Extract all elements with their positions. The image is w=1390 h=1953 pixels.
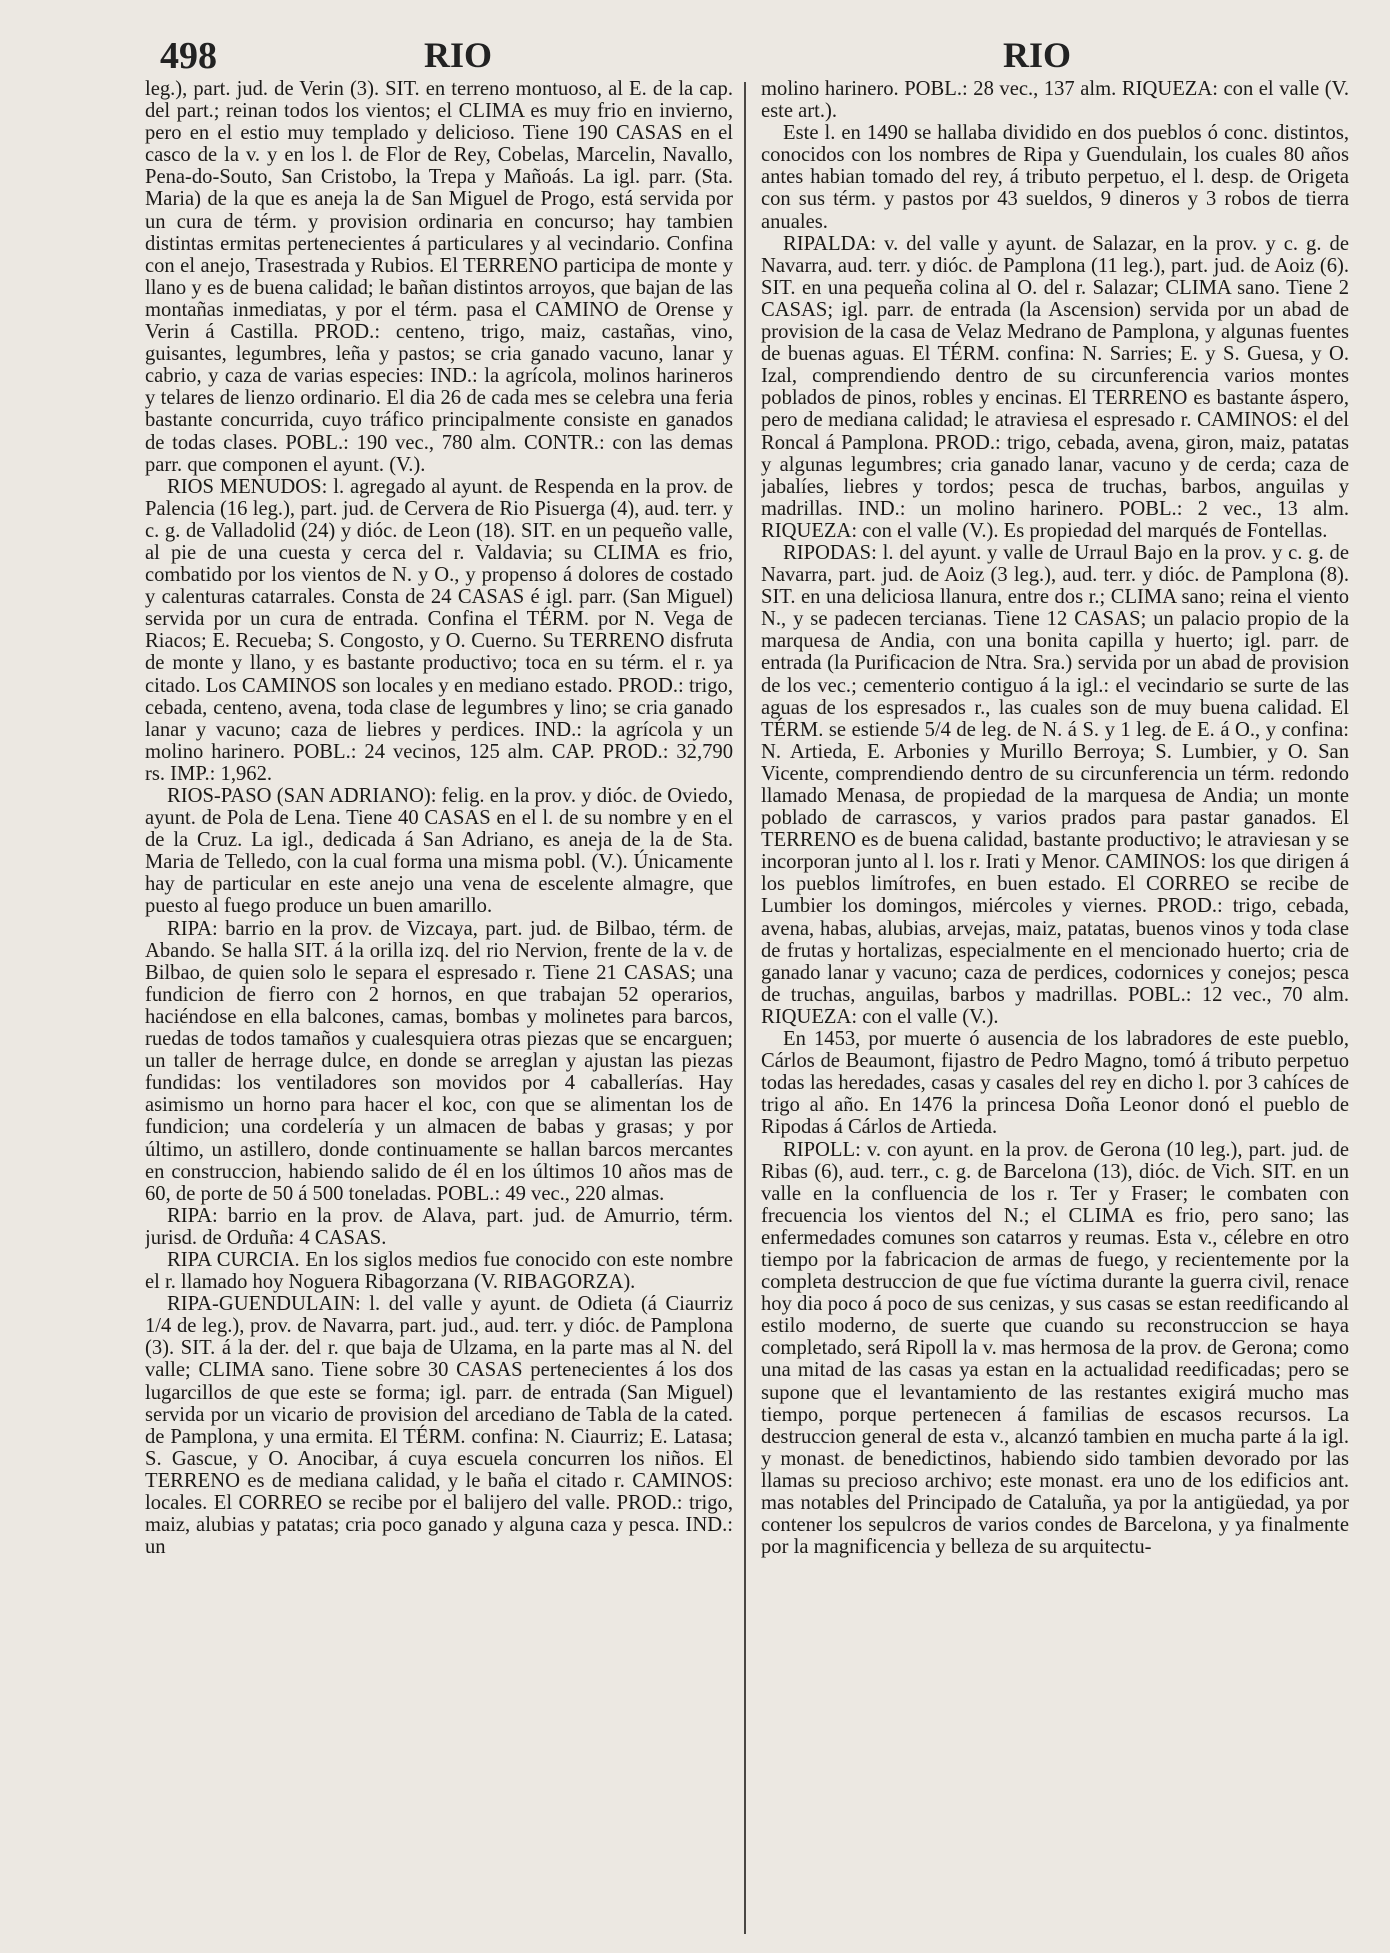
- entry-ripoll: RIPOLL: v. con ayunt. en la prov. de Gerona (10 leg.), part. jud. de Ribas (6), aud. terr., c. g. de Barcelona (13), dióc. de Vich. SIT. en un valle en la confluencia de los r. Ter y Fraser; le combaten con frecuencia los vientos del N.; el CLIMA es frio, pero sano; las enfermedades comunes son catarros y reumas. Esta v., célebre en otro tiempo por la fabricacion de armas de fuego, y recientemente por la completa destruccion de que fue víctima durante la guerra civil, renace hoy dia poco á poco de sus cenizas, y sus casas se estan reedificando al estilo moderno, de suerte que cuando su reconstruccion se haya completado, será Ripoll la v. mas hermosa de la prov. de Gerona; como una mitad de las casas ya estan en la actualidad reedificadas; pero se supone que el levantamiento de las restantes exigirá mucho mas tiempo, porque pertenecen á familias de escasos recursos. La destruccion general de esta v., alcanzó tambien en mucha parte á la igl. y monast. de benedictinos, habiendo sido tambien devorado por las llamas su precioso archivo; este monast. era uno de los edificios ant. mas notables del Principado de Cataluña, ya por la antigüedad, ya por contener los sepulcros de varios condes de Barcelona, y ya finalmente por la magnificencia y belleza de su arquitectu-: [761, 1138, 1349, 1559]
- entry-continuation: leg.), part. jud. de Verin (3). SIT. en terreno montuoso, al E. de la cap. del part.; reinan todos los vientos; el CLIMA es muy frio en invierno, pero en el estio muy templado y delicioso. Tiene 190 CASAS en el casco de la v. y en los l. de Flor de Rey, Cobelas, Marcelin, Navallo, Pena-do-Souto, San Cristobo, la Trepa y Mañoás. La igl. parr. (Sta. Maria) de la que es aneja la de San Miguel de Progo, está servida por un cura de térm. y provision ordinaria en concurso; hay tambien distintas ermitas pertenecientes á particulares y al vecindario. Confina con el anejo, Trasestrada y Rubios. El TERRENO participa de monte y llano y es de buena calidad; le bañan distintos arroyos, que bajan de las montañas inmediatas, y por el térm. pasa el CAMINO de Orense y Verin á Castilla. PROD.: centeno, trigo, maiz, castañas, vino, guisantes, legumbres, leña y pastos; se cria ganado vacuno, lanar y cabrio, y caza de varias especies: IND.: la agrícola, molinos harineros y telares de lienzo ordinario. El dia 26 de cada mes se celebra una feria bastante concurrida, cuyo tráfico principalmente consiste en ganados de todas clases. POBL.: 190 vec., 780 alm. CONTR.: con las demas parr. que componen el ayunt. (V.).: [145, 78, 733, 476]
- entry-ripa-guendulain: RIPA-GUENDULAIN: l. del valle y ayunt. de Odieta (á Ciaurriz 1/4 de leg.), prov. de Navarra, part. jud., aud. terr. y dióc. de Pamplona (3). SIT. á la der. del r. que baja de Ulzama, en la parte mas al N. del valle; CLIMA sano. Tiene sobre 30 CASAS pertenecientes á los dos lugarcillos de que este se forma; igl. parr. de entrada (San Miguel) servida por un vicario de provision del arcediano de Tabla de la cated. de Pamplona, y una ermita. El TÉRM. confina: N. Ciaurriz; E. Latasa; S. Gascue, y O. Anocibar, á cuya escuela concurren los niños. El TERRENO es de mediana calidad, y le baña el citado r. CAMINOS: locales. El CORREO se recibe por el balijero del valle. PROD.: trigo, maiz, alubias y patatas; cria poco ganado y alguna caza y pesca. IND.: un: [145, 1293, 733, 1559]
- entry-ripodas: RIPODAS: l. del ayunt. y valle de Urraul Bajo en la prov. y c. g. de Navarra, part. jud. de Aoiz (3 leg.), aud. terr. y dióc. de Pamplona (8). SIT. en una deliciosa llanura, entre dos r.; CLIMA sano; reina el viento N., y se padecen tercianas. Tiene 12 CASAS; un palacio propio de la marquesa de Andia, con una bonita capilla y huerto; igl. parr. de entrada (la Purificacion de Ntra. Sra.) servida por un abad de provision de los vec.; cementerio contiguo á la igl.: el vecindario se surte de las aguas de los espresados r., las cuales son de muy buena calidad. El TÉRM. se estiende 5/4 de leg. de N. á S. y 1 leg. de E. á O., y confina: N. Artieda, E. Arbonies y Murillo Berroya; S. Lumbier, y O. San Vicente, comprendiendo dentro de su circunferencia un térm. redondo llamado Menasa, de propiedad de la marquesa de Andia; un monte poblado de carrascos, y varios prados para pastar ganados. El TERRENO es de buena calidad, bastante productivo; le atraviesan y se incorporan junto al l. los r. Irati y Menor. CAMINOS: los que dirigen á los pueblos limítrofes, en buen estado. El CORREO se recibe de Lumbier los domingos, miércoles y viernes. PROD.: trigo, cebada, avena, habas, alubias, arvejas, maiz, patatas, buenos vinos y toda clase de frutas y hortalizas, especialmente en el mencionado huerto; cria de ganado lanar y vacuno; caza de perdices, codornices y conejos; pesca de truchas, anguilas, barbos y madrillas. POBL.: 12 vec., 70 alm. RIQUEZA: con el valle (V.).: [761, 541, 1349, 1028]
- entry-history-note: En 1453, por muerte ó ausencia de los labradores de este pueblo, Cárlos de Beaumont, fijastro de Pedro Magno, tomó á tributo perpetuo todas las heredades, casas y casales del rey en dicho l. por 3 cahíces de trigo al año. En 1476 la princesa Doña Leonor donó el pueblo de Ripodas á Cárlos de Artieda.: [761, 1028, 1349, 1139]
- entry-ripa-alava: RIPA: barrio en la prov. de Alava, part. jud. de Amurrio, térm. jurisd. de Orduña: 4 CASAS.: [145, 1204, 733, 1249]
- entry-ripalda: RIPALDA: v. del valle y ayunt. de Salazar, en la prov. y c. g. de Navarra, aud. terr. y dióc. de Pamplona (11 leg.), part. jud. de Aoiz (6). SIT. en una pequeña colina al O. del r. Salazar; CLIMA sano. Tiene 2 CASAS; igl. parr. de entrada (la Ascension) servida por un abad de provision de la casa de Velaz Medrano de Pamplona, y algunas fuentes de buenas aguas. El TÉRM. confina: N. Sarries; E. y S. Guesa, y O. Izal, comprendiendo dentro de su circunferencia varios montes poblados de pinos, robles y encinas. El TERRENO es bastante áspero, pero de mediana calidad; le atraviesa el espresado r. CAMINOS: el del Roncal á Pamplona. PROD.: trigo, cebada, avena, giron, maiz, patatas y algunas legumbres; cria ganado lanar, vacuno y de cerda; caza de jabalíes, liebres y tordos; pesca de truchas, barbos, anguilas y madrillas. IND.: un molino harinero. POBL.: 2 vec., 13 alm. RIQUEZA: con el valle (V.). Es propiedad del marqués de Fontellas.: [761, 232, 1349, 542]
- entry-ripa-curcia: RIPA CURCIA. En los siglos medios fue conocido con este nombre el r. llamado hoy Noguera Ribagorzana (V. RIBAGORZA).: [145, 1248, 733, 1294]
- right-column: [761, 78, 1349, 1941]
- running-head-right: RIO: [1003, 35, 1072, 75]
- column-divider: [744, 82, 746, 1934]
- entry-continuation: molino harinero. POBL.: 28 vec., 137 alm. RIQUEZA: con el valle (V. este art.).: [761, 78, 1349, 123]
- left-column: [145, 78, 733, 1941]
- entry-ripa-vizcaya: RIPA: barrio en la prov. de Vizcaya, part. jud. de Bilbao, térm. de Abando. Se halla SIT. á la orilla izq. del rio Nervion, frente de la v. de Bilbao, de quien solo le separa el espresado r. Tiene 21 CASAS; una fundicion de fierro con 2 hornos, en que trabajan 52 operarios, haciéndose en ella balcones, camas, bombas y molinetes para barcos, ruedas de todos tamaños y cualesquiera otras piezas que se encarguen; un taller de herrage dulce, en donde se arreglan y ajustan las piezas fundidas: los ventiladores son movidos por 4 caballerías. Hay asimismo un horno para hacer el koc, con que se alimentan los de fundicion; una cordelería y un almacen de babas y grasas; y por último, un astillero, donde continuamente se hallan barcos mercantes en construccion, habiendo salido de él en los últimos 10 años mas de 60, de porte de 50 á 500 toneladas. POBL.: 49 vec., 220 almas.: [145, 917, 733, 1205]
- entry-rios-paso: RIOS-PASO (SAN ADRIANO): felig. en la prov. y dióc. de Oviedo, ayunt. de Pola de Lena. Tiene 40 CASAS en el l. de su nombre y en el de la Cruz. La igl., dedicada á San Adriano, es aneja de la de Sta. Maria de Telledo, con la cual forma una misma pobl. (V.). Únicamente hay de particular en este anejo una vena de escelente almagre, que puesto al fuego produce un buen amarillo.: [145, 785, 733, 918]
- entry-rios-menudos: RIOS MENUDOS: l. agregado al ayunt. de Respenda en la prov. de Palencia (16 leg.), part. jud. de Cervera de Rio Pisuerga (4), aud. terr. y c. g. de Valladolid (24) y dióc. de Leon (18). SIT. en un pequeño valle, al pie de una cuesta y cerca del r. Valdavia; su CLIMA es frio, combatido por los vientos de N. y O., y propenso á dolores de costado y calenturas catarrales. Consta de 24 CASAS é igl. parr. (San Miguel) servida por un cura de entrada. Confina el TÉRM. por N. Vega de Riacos; E. Recueba; S. Congosto, y O. Cuerno. Su TERRENO disfruta de monte y llano, y es bastante productivo; toca en su térm. el r. ya citado. Los CAMINOS son locales y en mediano estado. PROD.: trigo, cebada, centeno, avena, toda clase de legumbres y lino; se cria ganado lanar y vacuno; caza de liebres y perdices. IND.: la agrícola y un molino harinero. POBL.: 24 vecinos, 125 alm. CAP. PROD.: 32,790 rs. IMP.: 1,962.: [145, 475, 733, 785]
- running-head-left: RIO: [424, 35, 493, 75]
- page-number: 498: [160, 35, 217, 77]
- entry-history-note: Este l. en 1490 se hallaba dividido en dos pueblos ó conc. distintos, conocidos con los nombres de Ripa y Guendulain, los cuales 80 años antes habian tomado del rey, á tributo perpetuo, el l. desp. de Origeta con sus térm. y pastos por 43 sueldos, 9 dineros y 3 robos de tierra anuales.: [761, 122, 1349, 233]
